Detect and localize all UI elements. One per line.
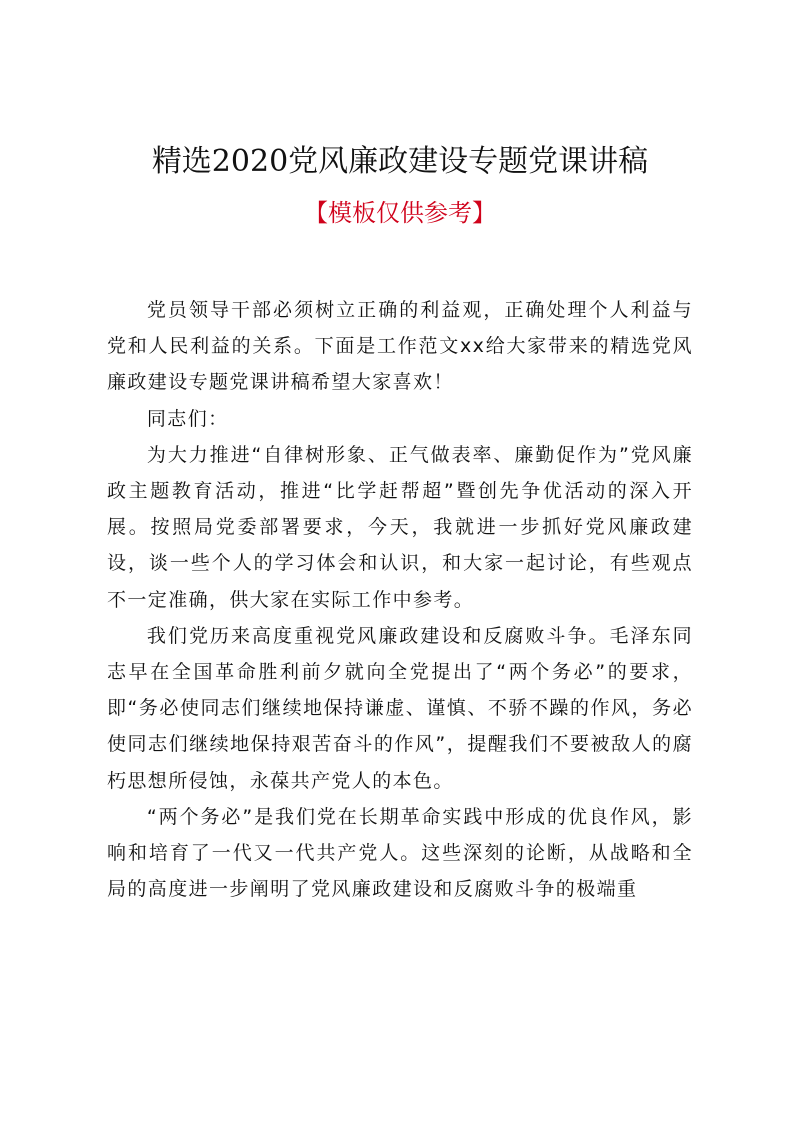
document-title: 精选2020党风廉政建设专题党课讲稿 [151, 144, 649, 179]
document-body [107, 292, 693, 907]
paragraph-intro: 党员领导干部必须树立正确的利益观，正确处理个人利益与党和人民利益的关系。下面是工作范文xx给大家带来的精选党风廉政建设专题党课讲稿希望大家喜欢！ [107, 299, 693, 394]
paragraph-salutation: 同志们： [146, 407, 229, 430]
paragraph-history: 我们党历来高度重视党风廉政建设和反腐败斗争。毛泽东同志早在全国革命胜利前夕就向全党提出了“两个务必”的要求，即“务必使同志们继续地保持谦虚、谨慎、不骄不躁的作风，务必使同志们继续地保持艰苦奋斗的作风”，提醒我们不要被敌人的腐朽思想所侵蚀，永葆共产党人的本色。 [107, 624, 693, 792]
template-notice: 【模板仅供参考】 [304, 199, 496, 227]
paragraph-two-musts: “两个务必”是我们党在长期革命实践中形成的优良作风，影响和培育了一代又一代共产党人。这些深刻的论断，从战略和全局的高度进一步阐明了党风廉政建设和反腐败斗争的极端重 [107, 805, 693, 901]
paragraph-purpose: 为大力推进“自律树形象、正气做表率、廉勤促作为”党风廉政主题教育活动，推进“比学赶帮超”暨创先争优活动的深入开展。按照局党委部署要求，今天，我就进一步抓好党风廉政建设，谈一些个人的学习体会和认识，和大家一起讨论，有些观点不一定准确，供大家在实际工作中参考。 [107, 443, 693, 611]
